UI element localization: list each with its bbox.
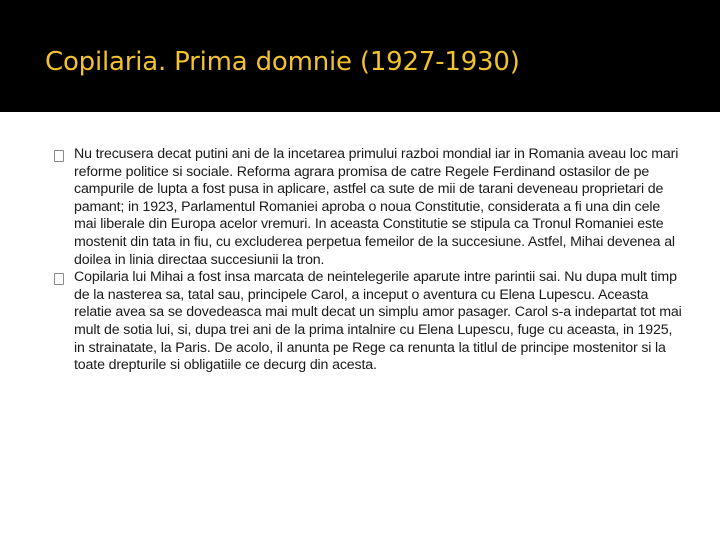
bullet-item bbox=[54, 146, 684, 269]
title-bar bbox=[0, 0, 720, 112]
slide-content bbox=[54, 146, 684, 375]
square-bullet-icon bbox=[54, 273, 64, 285]
bullet-item bbox=[54, 269, 684, 375]
slide-title: Copilaria. Prima domnie (1927-1930) bbox=[45, 47, 520, 77]
square-bullet-icon bbox=[54, 150, 64, 162]
bullet-text: Nu trecusera decat putini ani de la incetarea primului razboi mondial iar in Romania aveau loc mari reforme politice si sociale. Reforma agrara promisa de catre Regele Ferdinand ostasilor de pe campurile de lupta a fost pusa in aplicare, astfel ca sute de mii de tarani deveneau proprietari de pamant; in 1923, Parlamentul Romaniei aproba o noua Constitutie, considerata a fi una din cele mai liberale din Europa acelor vremuri. In aceasta Constitutie se stipula ca Tronul Romaniei este mostenit din tata in fiu, cu excluderea perpetua femeilor de la succesiune. Astfel, Mihai devenea al doilea in linia directaa succesiunii la tron. bbox=[74, 146, 679, 268]
bullet-text: Copilaria lui Mihai a fost insa marcata de neintelegerile aparute intre parintii sai. Nu dupa mult timp de la nasterea sa, tatal sau, principele Carol, a inceput o aventura cu Elena Lupescu. Aceasta relatie avea sa se dovedeasca mai mult decat un simplu amor pasager. Carol s-a indepartat tot mai mult de sotia lui, si, dupa trei ani de la prima intalnire cu Elena Lupescu, fuge cu aceasta, in 1925, in strainatate, la Paris. De acolo, il anunta pe Rege ca renunta la titlul de principe mostenitor si la toate drepturile si obligatiile ce decurg din acesta. bbox=[74, 269, 682, 374]
